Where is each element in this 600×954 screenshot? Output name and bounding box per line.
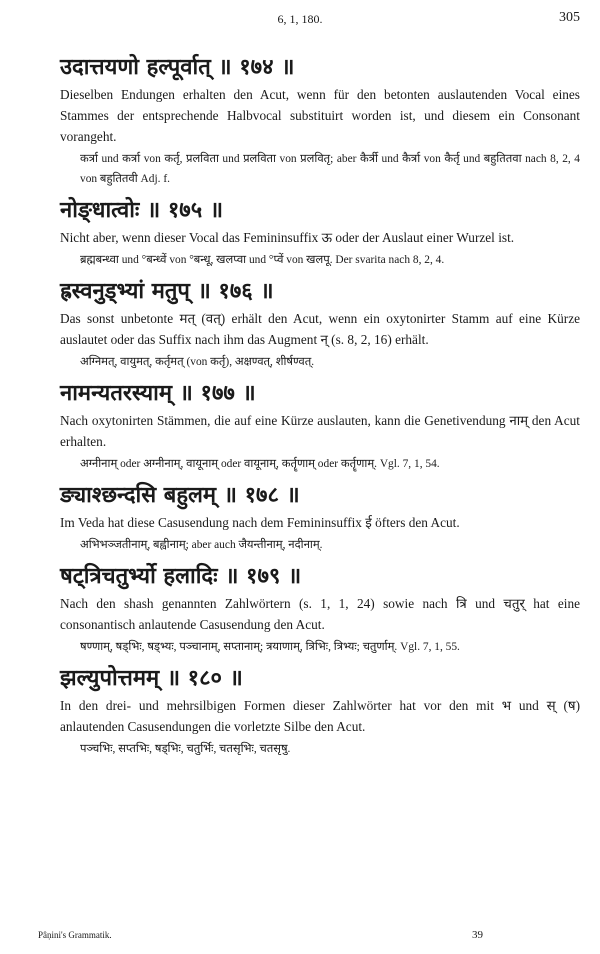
example-line: ब्रह्मबन्ध्वा und °बन्ध्वें von °बन्धू, खलप्वा und °प्वें von खलपू. Der svarita nach 8, 2, 4. <box>80 254 445 266</box>
footer-book-title: Pâṇini's Grammatik. <box>38 930 112 940</box>
commentary-text: Im Veda hat diese Casusendung nach dem Femininsuffix ई öfters den Acut. <box>60 515 460 530</box>
commentary-text: Nach oxytonirten Stämmen, die auf eine Kürze auslauten, kann die Genetivendung नाम् den Acut erhalten. <box>60 413 580 449</box>
sutra-heading: ह्रस्वनुड्भ्यां मतुप् ॥ १७६ ॥ <box>60 278 274 304</box>
page-number: 305 <box>559 10 580 25</box>
section-176 <box>60 276 580 372</box>
section-174 <box>60 52 580 189</box>
example-line: अग्निमत्, वायुमत्, कर्तृमत् (von कर्तृ), अक्षण्वत्, शीर्षण्वत्. <box>80 356 315 368</box>
commentary-text: Dieselben Endungen erhalten den Acut, wenn für den betonten auslautenden Vocal eines Stammes der entsprechende Halbvocal substituirt worden ist, und diesem ein Consonant vorangeht. <box>60 87 580 144</box>
sutra-heading: नामन्यतरस्याम् ॥ १७७ ॥ <box>60 380 256 406</box>
sutra-heading: ङ्याश्छन्दसि बहुलम् ॥ १७८ ॥ <box>60 482 300 508</box>
section-178 <box>60 480 580 555</box>
signature-mark: 39 <box>472 929 483 941</box>
running-header: 6, 1, 180. <box>277 12 323 26</box>
example-line: षण्णाम्, षड्भिः, षड्भ्यः, पञ्चानाम्, सप्तानाम्; त्रयाणाम्, त्रिभिः, त्रिभ्यः; चतुर्णाम्. Vgl. 7, 1, 55. <box>80 641 460 653</box>
example-line: अभिभञ्जतीनाम्, बह्वीनाम्; aber auch जैयन्तीनाम्, नदीनाम्. <box>80 539 323 551</box>
section-180 <box>60 663 580 759</box>
example-line: पञ्चभिः, सप्तभिः, षड्भिः, चतुर्भिः, चतसृभिः, चतसृषु. <box>80 743 291 755</box>
sutra-heading: षट्त्रिचतुर्भ्यो हलादिः ॥ १७९ ॥ <box>60 563 302 589</box>
section-177 <box>60 378 580 474</box>
example-line: कर्त्रा und कर्त्रा von कर्तृ, प्रलविता und प्रलविता von प्रलवितृ; aber कैर्त्री und कैर्त्रा von कैर्तृ und बहुतितवा nach 8, 2, 4 von बहुतितवी Adj. f. <box>80 153 580 185</box>
commentary-text: Nach den shash genannten Zahlwörtern (s. 1, 1, 24) sowie nach त्रि und चतुर् hat eine consonantisch anlautende Casusendung den Acut. <box>60 596 580 632</box>
commentary-text: Nicht aber, wenn dieser Vocal das Femininsuffix ऊ oder der Auslaut einer Wurzel ist. <box>60 230 515 245</box>
page-body <box>60 46 580 763</box>
commentary-text: Das sonst unbetonte मत् (वत्) erhält den Acut, wenn ein oxytonirter Stamm auf eine Kürze auslautet oder das Suffix nach ihm das Augment न् (s. 8, 2, 16) erhält. <box>60 311 580 347</box>
commentary-text: In den drei- und mehrsilbigen Formen dieser Zahlwörter hat vor den mit भ und स् (ष) anlautenden Casusendungen die vorletzte Silbe den Acut. <box>60 698 580 734</box>
sutra-heading: झल्युपोत्तमम् ॥ १८० ॥ <box>60 665 243 691</box>
section-179 <box>60 561 580 657</box>
sutra-heading: उदात्तयणो हल्पूर्वात् ॥ १७४ ॥ <box>60 54 295 80</box>
sutra-heading: नोङ्धात्वोः ॥ १७५ ॥ <box>60 197 224 223</box>
example-line: अग्नीनाम् oder अग्नीनाम्, वायूनाम् oder वायूनाम्, कर्तॄणाम् oder कर्तॄणाम्. Vgl. 7, 1, 54. <box>80 458 440 470</box>
section-175 <box>60 195 580 270</box>
